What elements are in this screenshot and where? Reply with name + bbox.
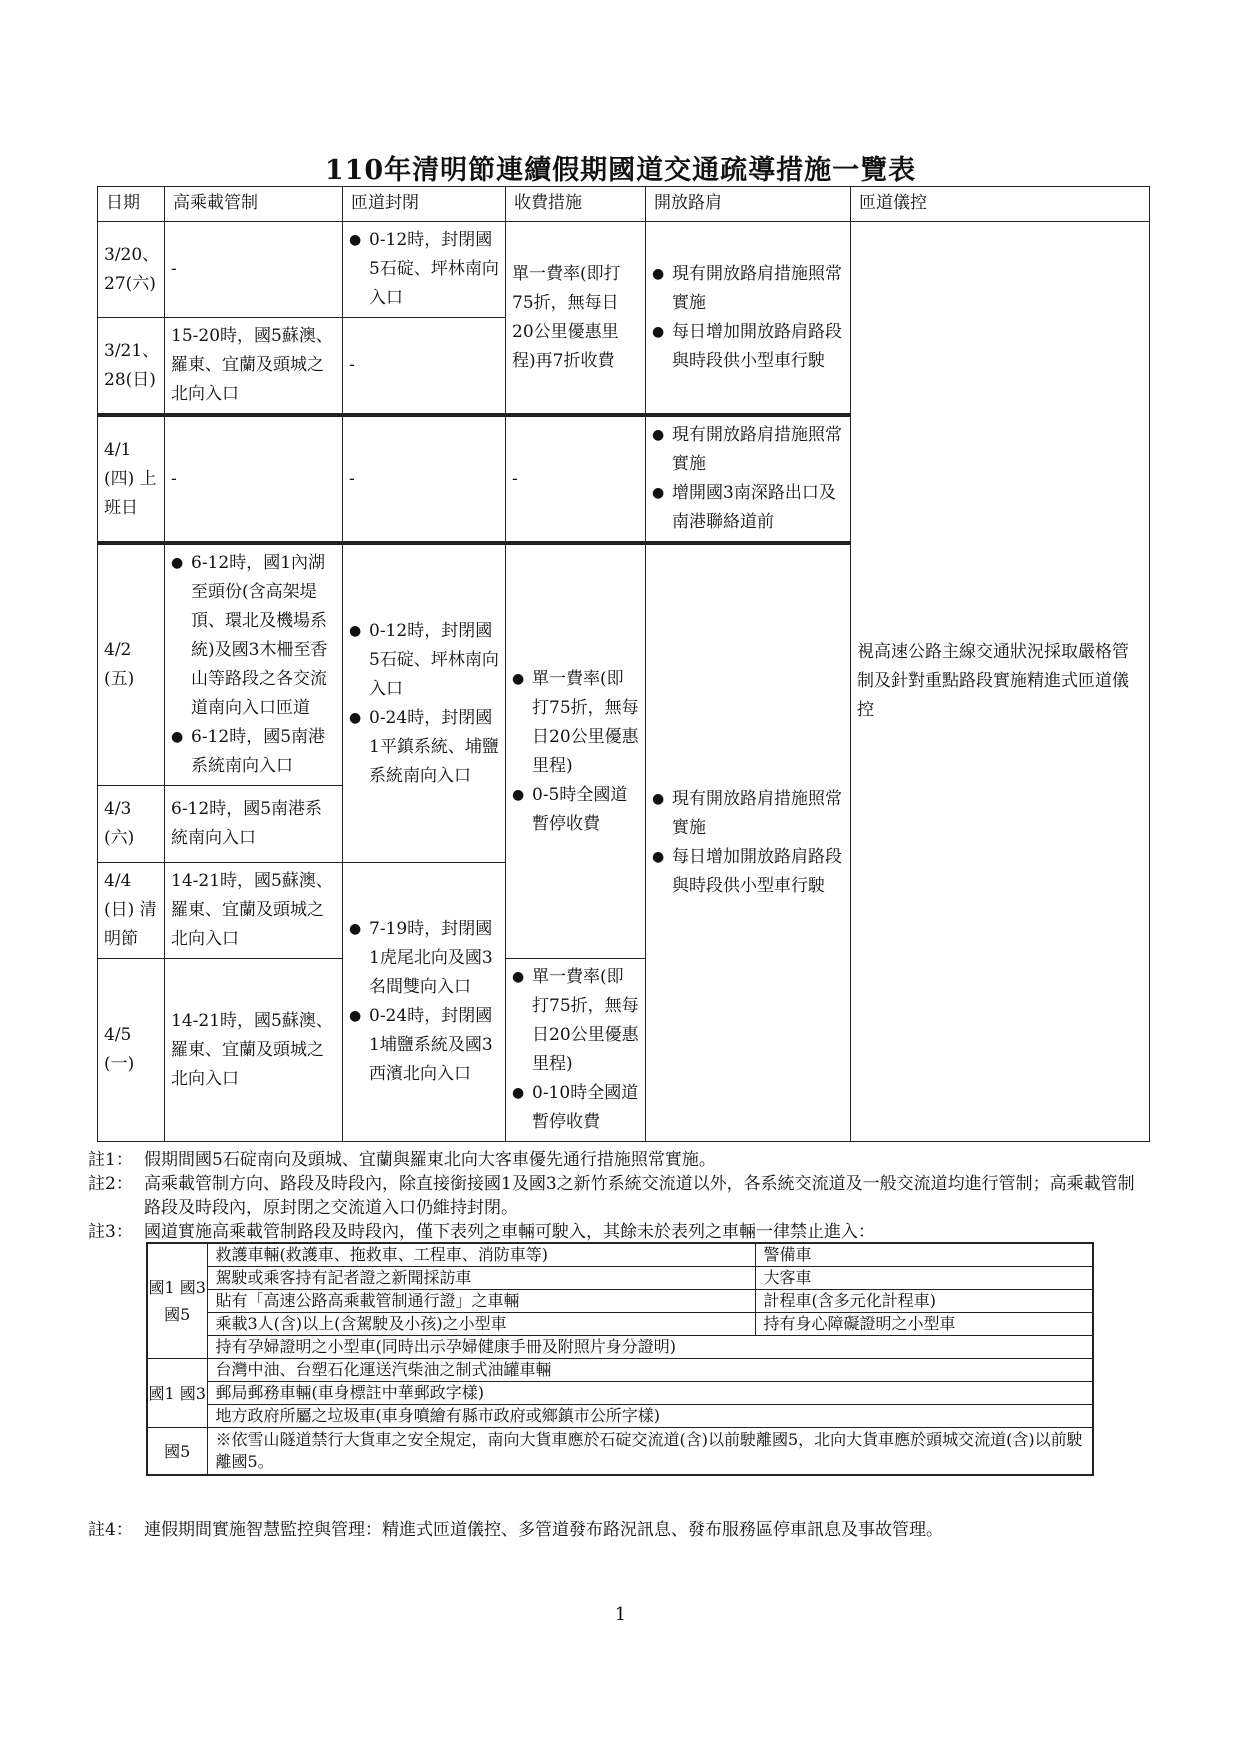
ramp-cell [343,543,506,863]
vehicle-cell: ※依雪山隧道禁行大貨車之安全規定，南向大貨車應於石碇交流道(含)以前駛離國5，北向大貨車應於頭城交流道(含)以前駛離國5。 [207,1428,1093,1476]
vehicle-cell: 持有孕婦證明之小型車(同時出示孕婦健康手冊及附照片身分證明) [207,1336,1093,1359]
toll-cell: 單一費率(即打75折，無每日20公里優惠里程)再7折收費 [506,222,646,416]
table-header-row [98,187,1150,222]
toll-item: ● 單一費率(即打75折，無每日20公里優惠里程) [512,963,639,1079]
shoulder-item: ● 現有開放路肩措施照常實施 [652,421,844,479]
header-toll: 收費措施 [506,187,646,222]
hov-cell [165,543,343,786]
ramp-item: ● 0-12時，封閉國5石碇、坪林南向入口 [349,226,499,313]
header-ramp: 匝道封閉 [343,187,506,222]
vehicle-cell: 地方政府所屬之垃圾車(車身噴繪有縣市政府或鄉鎮市公所字樣) [207,1405,1093,1428]
note-text: 連假期間實施智慧監控與管理：精進式匝道儀控、多管道發布路況訊息、發布服務區停車訊息及事故管理。 [144,1520,943,1540]
header-date: 日期 [98,187,165,222]
vehicle-cell: 台灣中油、台塑石化運送汽柴油之制式油罐車輛 [207,1359,1093,1382]
ramp-cell [343,222,506,318]
shoulder-item: ● 每日增加開放路肩路段與時段供小型車行駛 [652,318,844,376]
hov-item: ● 6-12時，國5南港系統南向入口 [171,723,336,781]
shoulder-item: ● 現有開放路肩措施照常實施 [652,785,844,843]
measures-table [97,186,1150,1142]
table-row [98,222,1150,318]
vehicle-cell: 計程車(含多元化計程車) [755,1290,1093,1313]
page-number: 1 [614,1604,627,1625]
note-label: 註3： [88,1222,133,1242]
header-shoulder: 開放路肩 [646,187,851,222]
vehicle-group-label: 國5 [147,1428,207,1476]
ramp-cell: - [343,415,506,543]
vehicle-cell: 貼有「高速公路高乘載管制通行證」之車輛 [207,1290,755,1313]
vehicle-table [146,1242,1094,1476]
shoulder-cell [646,222,851,416]
vehicle-row [147,1243,1093,1267]
toll-item: ● 單一費率(即打75折，無每日20公里優惠里程) [512,665,639,781]
hov-item: ● 6-12時，國1內湖至頭份(含高架堤頂、環北及機場系統)及國3木柵至香山等路段之各交流道南向入口匝道 [171,549,336,723]
note-label: 註4： [88,1520,133,1540]
vehicle-row [147,1267,1093,1290]
note-label: 註2： [88,1174,133,1194]
vehicle-cell: 救護車輛(救護車、拖救車、工程車、消防車等) [207,1243,755,1267]
note-text: 高乘載管制方向、路段及時段內，除直接銜接國1及國3之新竹系統交流道以外，各系統交流道及一般交流道均進行管制；高乘載管制路段及時段內，原封閉之交流道入口仍維持封閉。 [144,1174,1135,1218]
toll-cell [506,959,646,1142]
note-2 [88,1172,1148,1220]
vehicle-cell: 乘載3人(含)以上(含駕駛及小孩)之小型車 [207,1313,755,1336]
vehicle-group-label: 國1 國3 國5 [147,1243,207,1359]
vehicle-cell: 警備車 [755,1243,1093,1267]
ramp-cell: - [343,318,506,416]
shoulder-item: ● 每日增加開放路肩路段與時段供小型車行駛 [652,843,844,901]
vehicle-row [147,1313,1093,1336]
hov-cell: 14-21時，國5蘇澳、羅東、宜蘭及頭城之北向入口 [165,863,343,959]
note-text: 國道實施高乘載管制路段及時段內，僅下表列之車輛可駛入，其餘未於表列之車輛一律禁止進入： [144,1222,875,1242]
ramp-item: ● 0-12時，封閉國5石碇、坪林南向入口 [349,617,499,704]
toll-item: ● 0-5時全國道暫停收費 [512,781,639,839]
date-cell: 3/21、28(日) [98,318,165,416]
vehicle-row [147,1336,1093,1359]
ramp-item: ● 0-24時，封閉國1埔鹽系統及國3西濱北向入口 [349,1002,499,1089]
hov-cell: 14-21時，國5蘇澳、羅東、宜蘭及頭城之北向入口 [165,959,343,1142]
toll-cell: - [506,415,646,543]
vehicle-row [147,1290,1093,1313]
date-cell: 4/4 (日) 清明節 [98,863,165,959]
meter-cell: 視高速公路主線交通狀況採取嚴格管制及針對重點路段實施精進式匝道儀控 [851,222,1150,1142]
hov-cell: - [165,415,343,543]
ramp-item: ● 7-19時，封閉國1虎尾北向及國3名間雙向入口 [349,915,499,1002]
ramp-cell [343,863,506,1142]
shoulder-cell [646,543,851,1142]
note-3 [88,1220,1148,1244]
ramp-item: ● 0-24時，封閉國1平鎮系統、埔鹽系統南向入口 [349,704,499,791]
vehicle-cell: 大客車 [755,1267,1093,1290]
shoulder-item: ● 增開國3南深路出口及南港聯絡道前 [652,479,844,537]
date-cell: 4/2 (五) [98,543,165,786]
toll-item: ● 0-10時全國道暫停收費 [512,1079,639,1137]
vehicle-row [147,1382,1093,1405]
note-label: 註1： [88,1150,133,1170]
date-cell: 4/5 (一) [98,959,165,1142]
header-meter: 匝道儀控 [851,187,1150,222]
note-4 [88,1510,1148,1550]
vehicle-cell: 駕駛或乘客持有記者證之新聞採訪車 [207,1267,755,1290]
hov-cell: - [165,222,343,318]
vehicle-group-label: 國1 國3 [147,1359,207,1428]
vehicle-row [147,1428,1093,1476]
vehicle-cell: 郵局郵務車輛(車身標註中華郵政字樣) [207,1382,1093,1405]
notes-block [88,1148,1148,1244]
vehicle-cell: 持有身心障礙證明之小型車 [755,1313,1093,1336]
page-title: 110年清明節連續假期國道交通疏導措施一覽表 [324,155,917,186]
date-cell: 3/20、27(六) [98,222,165,318]
hov-cell: 6-12時，國5南港系統南向入口 [165,786,343,863]
note-4-row [88,1510,1148,1550]
date-cell: 4/3 (六) [98,786,165,863]
shoulder-cell [646,415,851,543]
note-1 [88,1148,1148,1172]
hov-cell: 15-20時，國5蘇澳、羅東、宜蘭及頭城之北向入口 [165,318,343,416]
toll-cell [506,543,646,959]
vehicle-row [147,1405,1093,1428]
date-cell: 4/1 (四) 上班日 [98,415,165,543]
vehicle-row [147,1359,1093,1382]
shoulder-item: ● 現有開放路肩措施照常實施 [652,260,844,318]
note-text: 假期間國5石碇南向及頭城、宜蘭與羅東北向大客車優先通行措施照常實施。 [144,1150,716,1170]
header-hov: 高乘載管制 [165,187,343,222]
